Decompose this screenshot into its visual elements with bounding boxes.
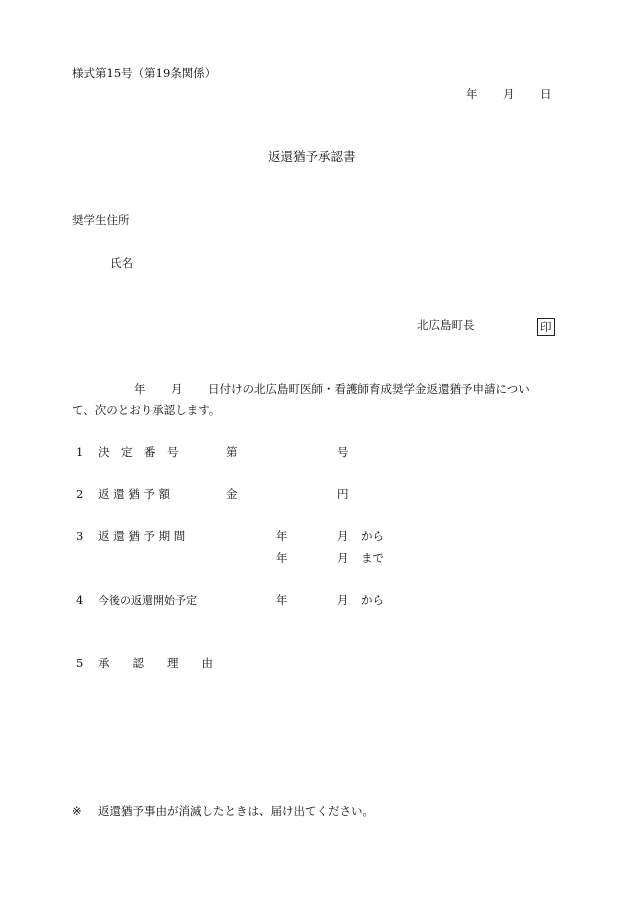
item-3-to-month: 月 [337, 551, 349, 565]
item-2-number: 2 [76, 487, 84, 501]
item-5-label: 承 認 理 由 [98, 656, 213, 670]
body-text-line2: て、次のとおり承認します。 [72, 403, 221, 417]
item-3-label: 返 還 猶 予 期 間 [98, 529, 186, 543]
date-year-label: 年 [466, 87, 478, 101]
form-number: 様式第15号（第19条関係） [72, 66, 217, 80]
item-2-label: 返 還 猶 予 額 [98, 487, 171, 501]
body-year-label: 年 [134, 382, 146, 396]
item-4-year: 年 [276, 593, 288, 607]
item-5-number: 5 [76, 656, 84, 670]
item-1-prefix: 第 [226, 445, 238, 459]
seal-mark [537, 318, 555, 336]
recipient-name-label: 氏名 [110, 256, 133, 270]
item-1-number: 1 [76, 445, 84, 459]
item-4-label: 今後の返還開始予定 [98, 594, 197, 607]
date-day-label: 日 [540, 87, 552, 101]
body-month-label: 月 [171, 382, 183, 396]
seal-box: 印 [537, 318, 555, 336]
footnote-mark: ※ [72, 804, 82, 818]
item-3-from-year: 年 [276, 529, 288, 543]
item-3-from-month: 月 [337, 529, 349, 543]
issuer-name: 北広島町長 [417, 318, 475, 332]
date-month-label: 月 [503, 87, 515, 101]
item-3-from-tail: から [361, 529, 384, 543]
body-text-line1: 日付けの北広島町医師・看護師育成奨学金返還猶予申請につい [208, 382, 530, 396]
item-4-month: 月 [337, 593, 349, 607]
item-1-label: 決 定 番 号 [98, 445, 179, 459]
item-2-suffix: 円 [337, 487, 349, 501]
item-4-tail: から [361, 593, 384, 607]
item-1-suffix: 号 [337, 445, 349, 459]
recipient-address-label: 奨学生住所 [72, 213, 130, 227]
item-3-to-tail: まで [361, 551, 384, 565]
document-title: 返還猶予承認書 [268, 149, 356, 164]
item-3-to-year: 年 [276, 551, 288, 565]
item-4-number: 4 [76, 593, 84, 607]
footnote-text: 返還猶予事由が消滅したときは、届け出てください。 [98, 804, 374, 818]
item-2-prefix: 金 [226, 487, 238, 501]
item-3-number: 3 [76, 529, 84, 543]
